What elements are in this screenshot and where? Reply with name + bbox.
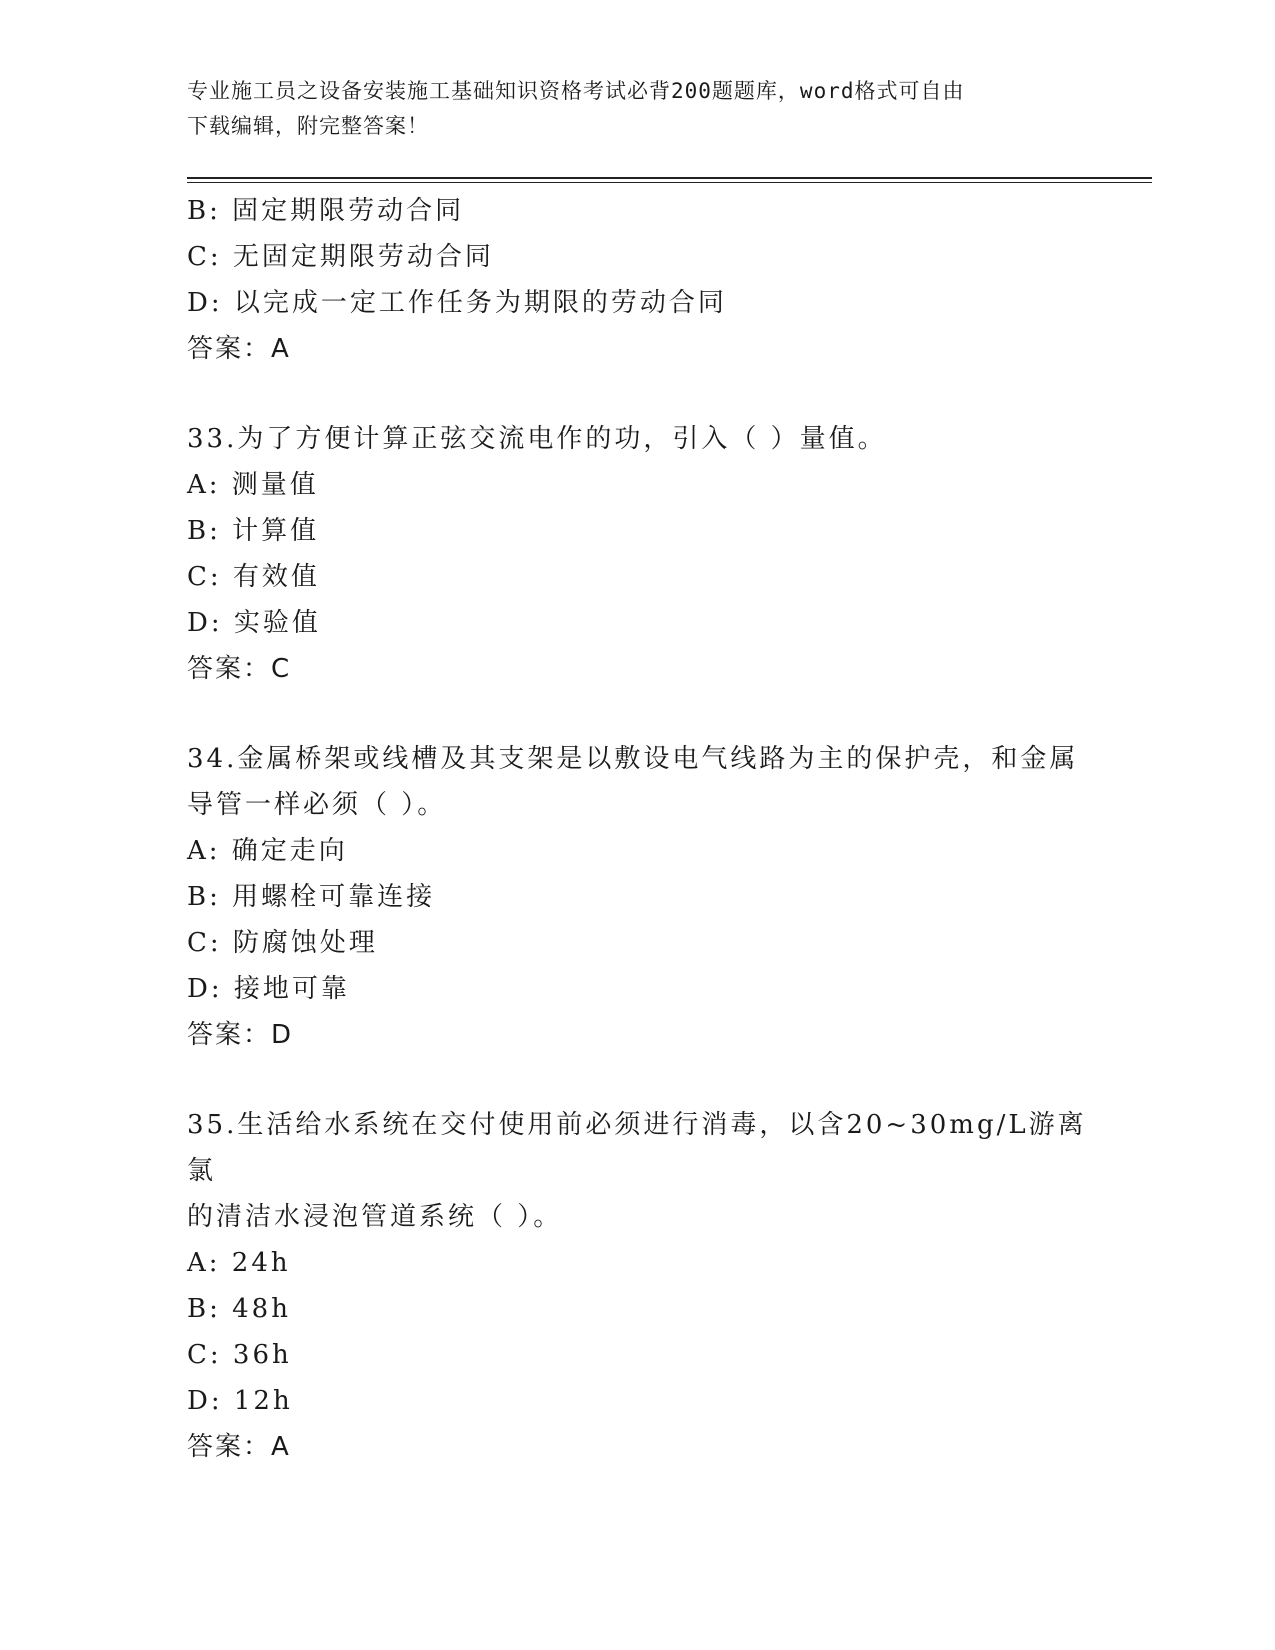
question-stem-line: 的清洁水浸泡管道系统（ ）。 — [187, 1202, 563, 1232]
option-a: A: 测量值 — [187, 470, 319, 500]
option-d: D: 12h — [187, 1386, 293, 1416]
option-c: C: 有效值 — [187, 562, 320, 592]
header-line-2: 下载编辑，附完整答案！ — [187, 114, 429, 138]
option-b: B: 固定期限劳动合同 — [187, 196, 465, 226]
option-c: C: 防腐蚀处理 — [187, 928, 378, 958]
header-line-1: 专业施工员之设备安装施工基础知识资格考试必背200题题库，word格式可自由 — [187, 79, 965, 103]
option-b: B: 48h — [187, 1294, 291, 1324]
question-stem-line: 35.生活给水系统在交付使用前必须进行消毒，以含20~30mg/L游离氯 — [187, 1110, 1087, 1186]
option-d: D: 实验值 — [187, 608, 321, 638]
answer-line: 答案：C — [187, 654, 292, 684]
document-header — [187, 74, 1087, 144]
question-list — [187, 188, 1087, 1470]
option-d: D: 接地可靠 — [187, 974, 350, 1004]
answer-line: 答案：A — [187, 334, 291, 364]
question-block-35 — [187, 1102, 1087, 1470]
question-stem-line: 导管一样必须（ ）。 — [187, 790, 447, 820]
header-divider-thin — [187, 182, 1152, 183]
question-stem-line: 34.金属桥架或线槽及其支架是以敷设电气线路为主的保护壳，和金属 — [187, 744, 1079, 774]
question-block-34 — [187, 736, 1087, 1058]
question-block-32 — [187, 188, 1087, 372]
option-b: B: 计算值 — [187, 516, 320, 546]
header-divider — [187, 177, 1152, 179]
option-c: C: 36h — [187, 1340, 292, 1370]
option-d: D: 以完成一定工作任务为期限的劳动合同 — [187, 288, 727, 318]
option-a: A: 确定走向 — [187, 836, 348, 866]
question-block-33 — [187, 416, 1087, 692]
answer-line: 答案：D — [187, 1020, 294, 1050]
question-stem-line: 33.为了方便计算正弦交流电作的功，引入（ ）量值。 — [187, 424, 887, 454]
option-a: A: 24h — [187, 1248, 291, 1278]
answer-line: 答案：A — [187, 1432, 291, 1462]
option-b: B: 用螺栓可靠连接 — [187, 882, 436, 912]
option-c: C: 无固定期限劳动合同 — [187, 242, 494, 272]
